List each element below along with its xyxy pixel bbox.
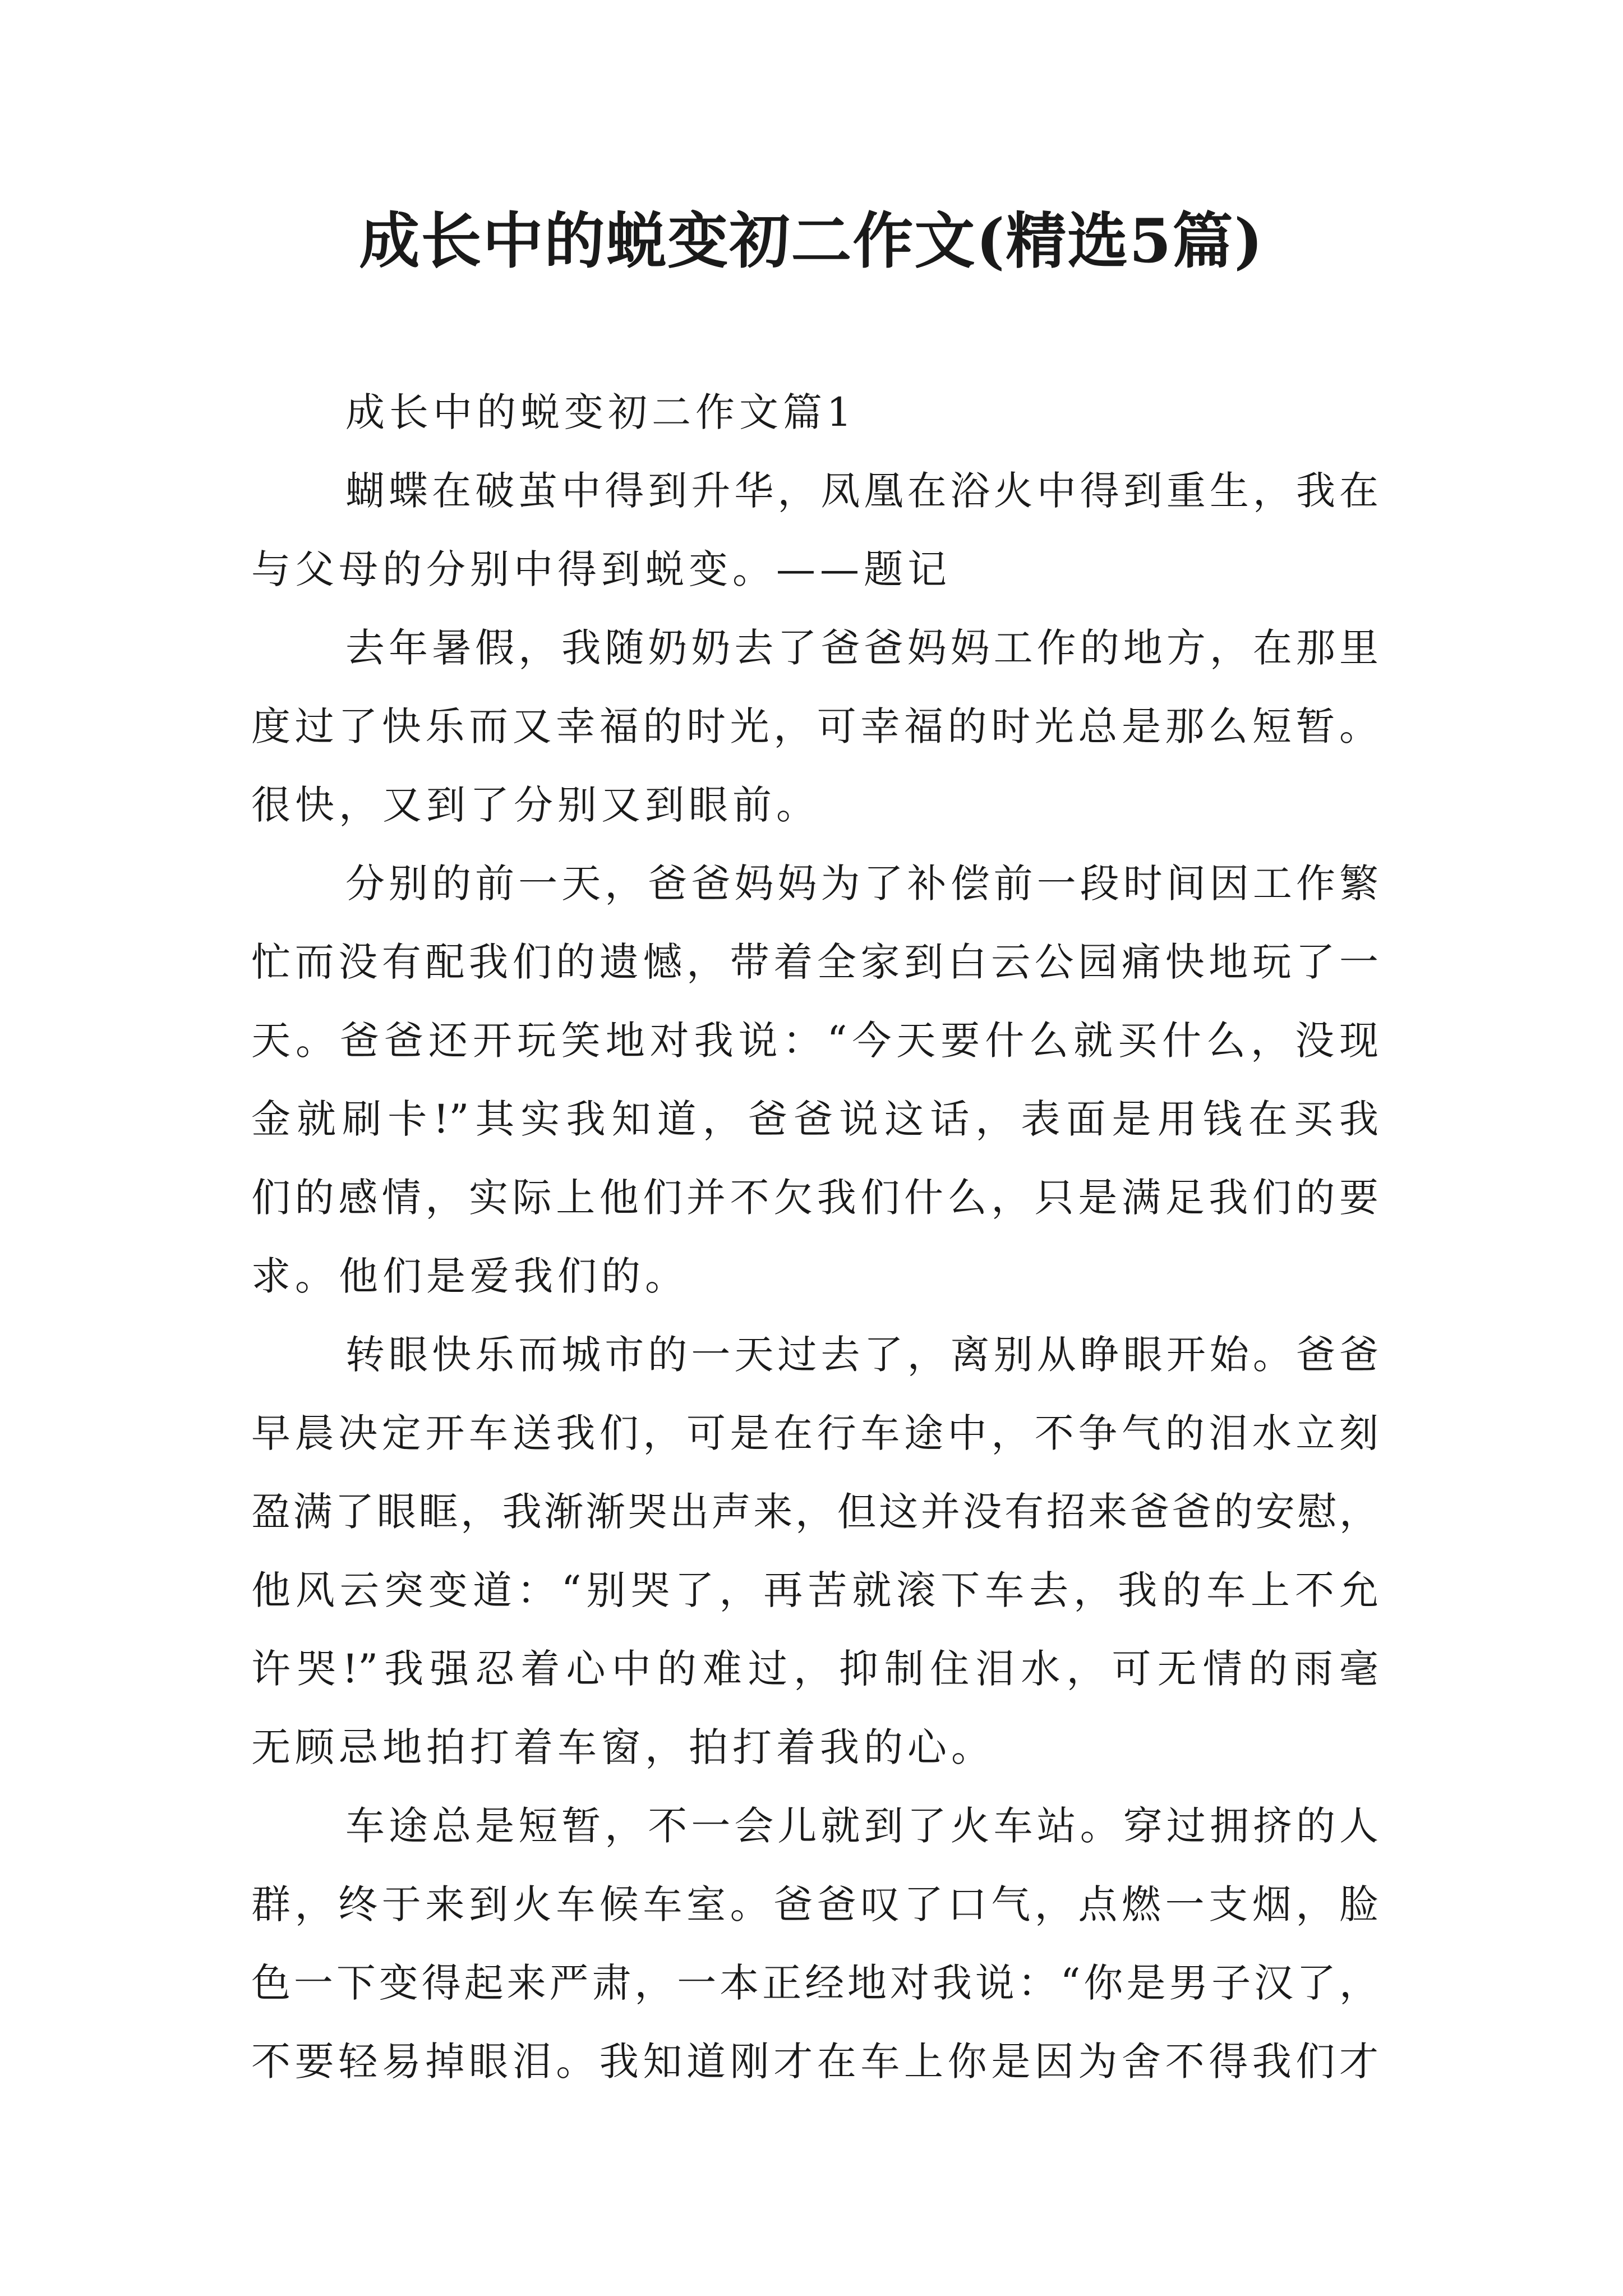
paragraph-line: 去年暑假，我随奶奶去了爸爸妈妈工作的地方，在那里	[345, 625, 1378, 671]
paragraph-line: 不要轻易掉眼泪。我知道刚才在车上你是因为舍不得我们才	[251, 2039, 1378, 2085]
paragraph-line: 忙而没有配我们的遗憾，带着全家到白云公园痛快地玩了一	[251, 939, 1378, 985]
paragraph-line: 无顾忌地拍打着车窗，拍打着我的心。	[251, 1724, 995, 1770]
document-title: 成长中的蜕变初二作文(精选5篇)	[359, 206, 1264, 277]
paragraph-line: 天。爸爸还开玩笑地对我说：“今天要什么就买什么，没现	[251, 1018, 1378, 1064]
paragraph-line: 车途总是短暂，不一会儿就到了火车站。穿过拥挤的人	[345, 1803, 1378, 1849]
document-body	[251, 373, 1378, 2101]
paragraph-line: 度过了快乐而又幸福的时光，可幸福的时光总是那么短暂。	[251, 703, 1378, 749]
paragraph-line: 们的感情，实际上他们并不欠我们什么，只是满足我们的要	[251, 1175, 1378, 1221]
paragraph-line: 与父母的分别中得到蜕变。——题记	[251, 546, 951, 592]
paragraph-line: 许哭!”我强忍着心中的难过，抑制住泪水，可无情的雨毫	[251, 1646, 1378, 1692]
paragraph-line: 盈满了眼眶，我渐渐哭出声来，但这并没有招来爸爸的安慰，	[251, 1489, 1378, 1535]
paragraph-line: 早晨决定开车送我们，可是在行车途中，不争气的泪水立刻	[251, 1410, 1378, 1456]
paragraph-line: 分别的前一天，爸爸妈妈为了补偿前一段时间因工作繁	[345, 861, 1378, 907]
paragraph-line: 转眼快乐而城市的一天过去了，离别从睁眼开始。爸爸	[345, 1332, 1378, 1378]
paragraph-line: 群，终于来到火车候车室。爸爸叹了口气，点燃一支烟，脸	[251, 1881, 1378, 1927]
paragraph-line: 很快，又到了分别又到眼前。	[251, 782, 820, 828]
paragraph-line: 金就刷卡!”其实我知道，爸爸说这话，表面是用钱在买我	[251, 1096, 1378, 1142]
section-heading: 成长中的蜕变初二作文篇1	[345, 389, 856, 435]
paragraph-line: 他风云突变道：“别哭了，再苦就滚下车去，我的车上不允	[251, 1567, 1378, 1613]
paragraph-line: 色一下变得起来严肃，一本正经地对我说：“你是男子汉了，	[251, 1960, 1378, 2006]
paragraph-line: 求。他们是爱我们的。	[251, 1253, 689, 1299]
paragraph-line: 蝴蝶在破茧中得到升华，凤凰在浴火中得到重生，我在	[345, 468, 1378, 514]
